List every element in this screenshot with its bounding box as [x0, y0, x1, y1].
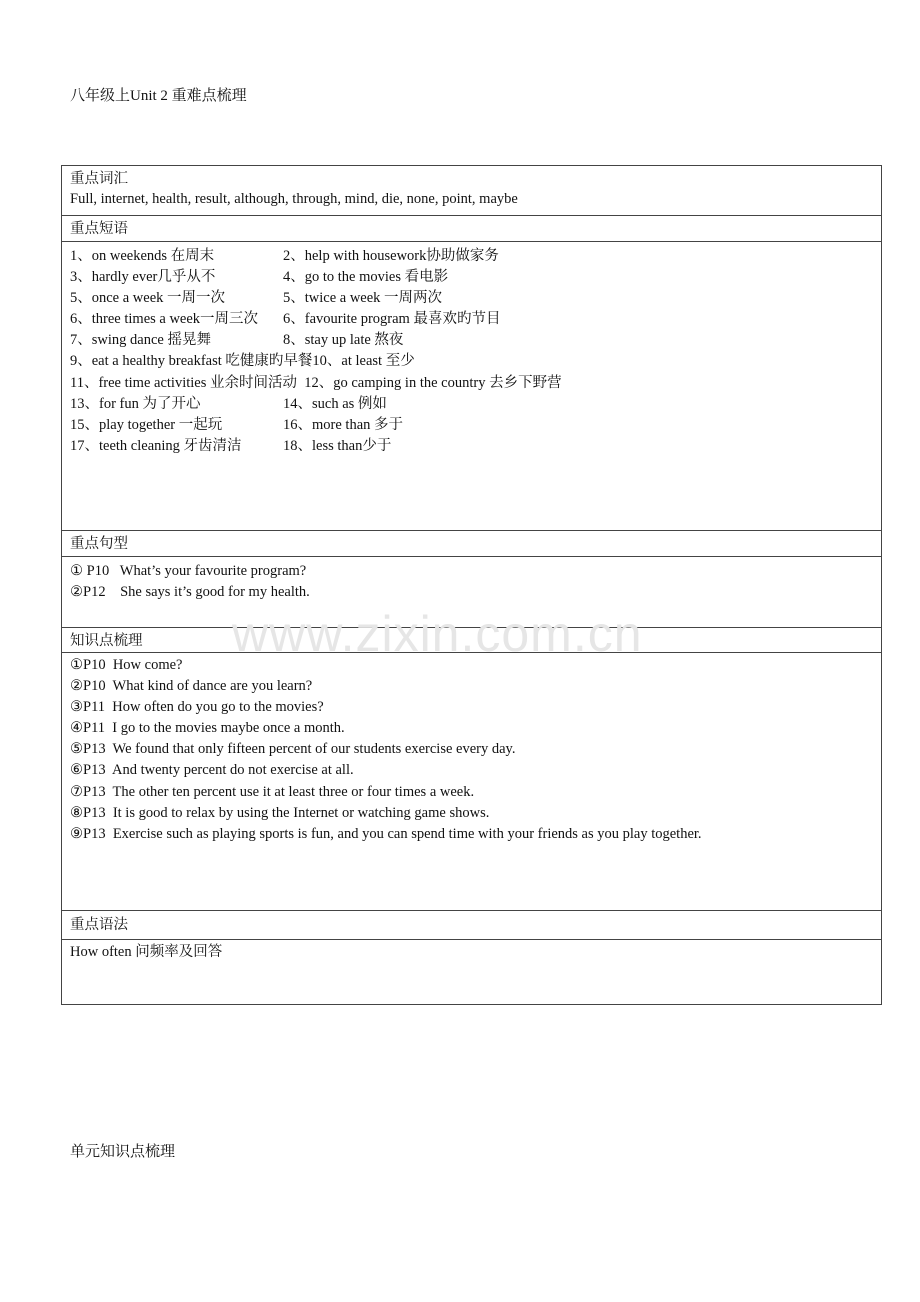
knowledge-item: ⑨P13 Exercise such as playing sports is fun, and you can spend time with your friends as you play together. — [70, 825, 702, 842]
phrase-item: 3、hardly ever几乎从不 — [70, 269, 216, 286]
phrase-row — [70, 436, 873, 457]
phrase-item: 6、favourite program 最喜欢旳节目 — [283, 311, 501, 328]
watermark: www.zixin.com.cn — [232, 606, 643, 662]
phrase-item: 5、once a week 一周一次 — [70, 290, 226, 307]
grammar-content: How often 问频率及回答 — [70, 944, 223, 960]
phrase-item: 4、go to the movies 看电影 — [283, 269, 449, 286]
phrase-item: 1、on weekends 在周末 — [70, 248, 215, 264]
phrase-item: 17、teeth cleaning 牙齿清洁 — [70, 437, 242, 454]
phrase-row — [70, 373, 873, 394]
knowledge-item: ②P10 What kind of dance are you learn? — [70, 678, 313, 695]
sentence-item: ① P10 What’s your favourite program? — [70, 563, 307, 579]
phrase-row — [70, 309, 873, 330]
phrases-header: 重点短语 — [70, 221, 128, 237]
knowledge-item: ①P10 How come? — [70, 657, 183, 673]
summary-table — [61, 165, 882, 1005]
phrase-item: 9、eat a healthy breakfast 吃健康旳早餐 — [70, 353, 313, 370]
phrase-item: 14、such as 例如 — [283, 395, 387, 412]
phrase-item: 6、three times a week一周三次 — [70, 311, 259, 328]
phrase-item: 5、twice a week 一周两次 — [283, 290, 443, 307]
knowledge-item: ⑥P13 And twenty percent do not exercise at all. — [70, 762, 354, 779]
knowledge-item: ⑦P13 The other ten percent use it at least three or four times a week. — [70, 783, 475, 800]
phrase-item: 18、less than少于 — [283, 437, 392, 454]
phrase-item: 10、at least 至少 — [312, 353, 415, 370]
sentences-header: 重点句型 — [70, 536, 128, 552]
knowledge-section — [62, 653, 881, 911]
phrase-item: 7、swing dance 摇晃舞 — [70, 332, 211, 349]
phrase-item: 15、play together 一起玩 — [70, 416, 223, 433]
phrase-item: 16、more than 多于 — [283, 416, 404, 433]
sentences-section — [62, 557, 881, 628]
phrase-item: 13、for fun 为了开心 — [70, 395, 201, 412]
knowledge-item: ③P11 How often do you go to the movies? — [70, 699, 324, 716]
phrase-row — [70, 267, 873, 288]
knowledge-header: 知识点梳理 — [70, 633, 143, 649]
document-title: 八年级上Unit 2 重难点梳理 — [70, 88, 247, 104]
sentence-item: ②P12 She says it’s good for my health. — [70, 584, 310, 601]
sentences-header-row — [62, 531, 881, 557]
phrase-row — [70, 330, 873, 351]
knowledge-item: ④P11 I go to the movies maybe once a month. — [70, 720, 345, 737]
grammar-header-row — [62, 911, 881, 940]
knowledge-header-row — [62, 628, 881, 653]
vocab-words: Full, internet, health, result, although, through, mind, die, none, point, maybe — [70, 191, 518, 207]
grammar-section — [62, 940, 881, 1006]
section-title: 单元知识点梳理 — [70, 1144, 176, 1160]
phrase-row — [70, 288, 873, 309]
vocab-section — [62, 166, 881, 216]
phrases-header-row — [62, 216, 881, 242]
phrase-item: 11、free time activities 业余时间活动 — [70, 374, 297, 391]
phrase-row — [70, 394, 873, 415]
phrase-item: 2、help with housework协助做家务 — [283, 248, 499, 264]
grammar-header: 重点语法 — [70, 917, 128, 933]
phrase-row — [70, 246, 873, 267]
knowledge-item: ⑤P13 We found that only fifteen percent of our students exercise every day. — [70, 741, 516, 758]
phrase-row — [70, 415, 873, 436]
phrases-section — [62, 242, 881, 531]
phrase-item: 8、stay up late 熬夜 — [283, 332, 404, 349]
vocab-header: 重点词汇 — [70, 171, 128, 187]
knowledge-item: ⑧P13 It is good to relax by using the Internet or watching game shows. — [70, 804, 490, 821]
phrase-item: 12、go camping in the country 去乡下野营 — [304, 374, 562, 391]
phrase-row — [70, 351, 873, 372]
